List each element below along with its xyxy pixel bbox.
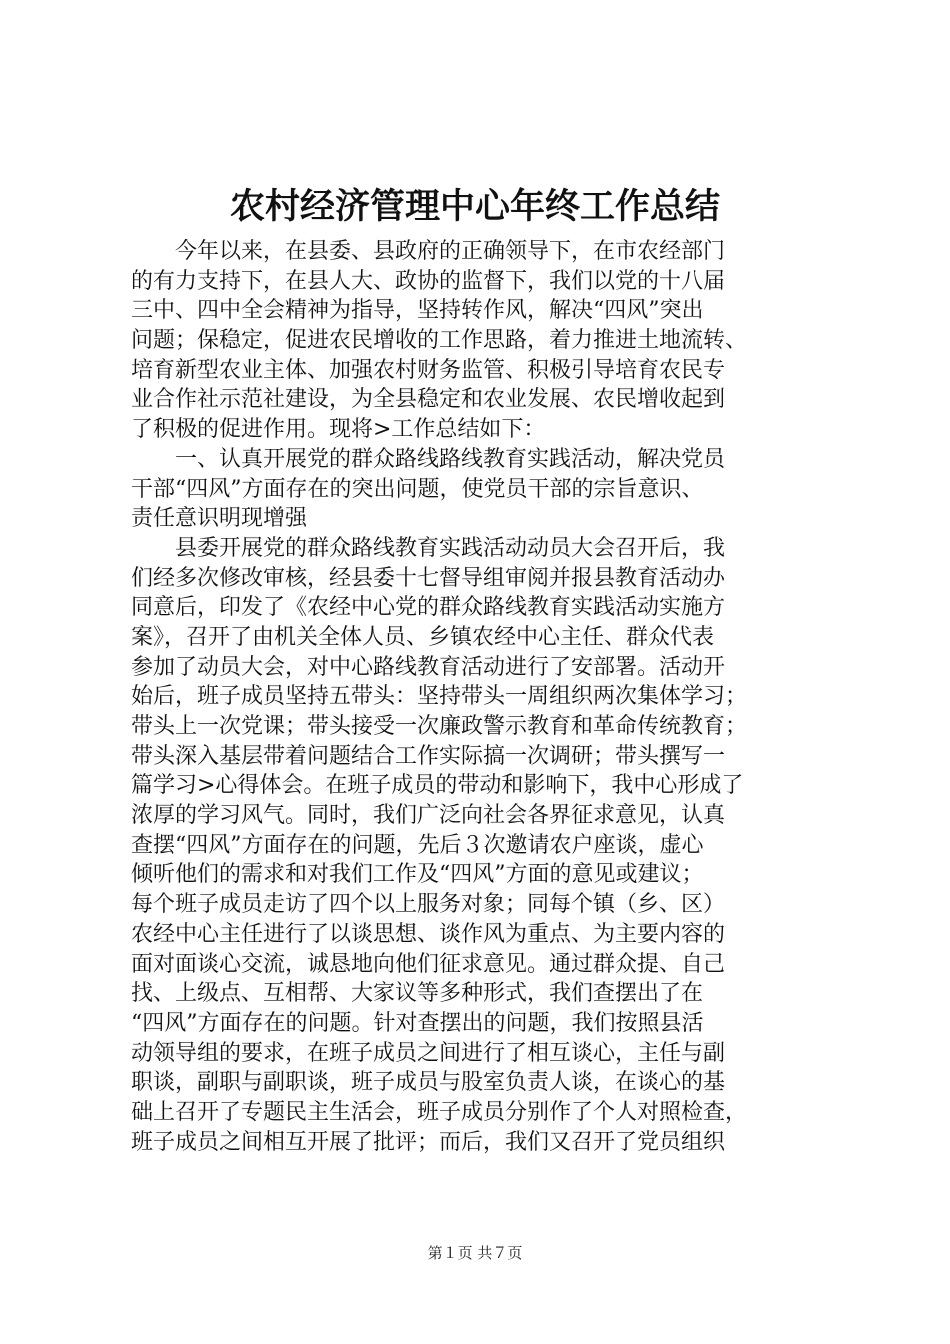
body-line: 动领导组的要求，在班子成员之间进行了相互谈心，主任与副 <box>131 1040 726 1066</box>
body-line: 始后，班子成员坚持五带头：坚持带头一周组织两次集体学习； <box>131 684 748 710</box>
body-line: “四风”方面存在的问题。针对查摆出的问题，我们按照县活 <box>131 1010 704 1036</box>
body-line: 案》，召开了由机关全体人员、乡镇农经中心主任、群众代表 <box>131 624 715 650</box>
body-line: 责任意识明现增强 <box>131 506 308 532</box>
body-line: 查摆“四风”方面存在的问题，先后３次邀请农户座谈，虚心 <box>131 832 704 858</box>
body-line: 三中、四中全会精神为指导，坚持转作风，解决“四风”突出 <box>131 298 704 324</box>
body-line: 了积极的促进作用。现将>工作总结如下： <box>131 417 546 443</box>
body-line: 业合作社示范社建设，为全县稳定和农业发展、农民增收起到 <box>131 387 726 413</box>
body-line: 每个班子成员走访了四个以上服务对象；同每个镇（乡、区） <box>131 892 726 918</box>
body-line: 带头上一次党课；带头接受一次廉政警示教育和革命传统教育； <box>131 714 748 739</box>
body-line: 干部“四风”方面存在的突出问题，使党员干部的宗旨意识、 <box>131 476 704 502</box>
body-line: 农经中心主任进行了以谈思想、谈作风为重点、为主要内容的 <box>131 921 726 947</box>
page-footer: 第１页 共７页 <box>427 1244 523 1262</box>
document-title: 农村经济管理中心年终工作总结 <box>229 186 720 227</box>
body-line: 找、上级点、互相帮、大家议等多种形式，我们查摆出了在 <box>131 981 704 1007</box>
body-line: 带头深入基层带着问题结合工作实际搞一次调研；带头撰写一 <box>131 743 726 769</box>
body-line: 县委开展党的群众路线教育实践活动动员大会召开后，我 <box>131 535 726 561</box>
body-line: 问题；保稳定，促进农民增收的工作思路，着力推进土地流转、 <box>131 328 748 354</box>
body-line: 倾听他们的需求和对我们工作及“四风”方面的意见或建议； <box>131 862 704 888</box>
body-line: 职谈，副职与副职谈，班子成员与股室负责人谈，在谈心的基 <box>131 1070 726 1096</box>
body-line: 础上召开了专题民主生活会，班子成员分别作了个人对照检查， <box>131 1099 748 1125</box>
body-line: 培育新型农业主体、加强农村财务监管、积极引导培育农民专 <box>131 357 726 383</box>
body-line: 篇学习>心得体会。在班子成员的带动和影响下，我中心形成了 <box>131 773 744 799</box>
body-line: 一、认真开展党的群众路线路线教育实践活动，解决党员 <box>131 446 726 472</box>
body-line: 同意后，印发了《农经中心党的群众路线教育实践活动实施方 <box>131 595 726 621</box>
body-line: 班子成员之间相互开展了批评；而后，我们又召开了党员组织 <box>131 1129 726 1155</box>
body-line: 们经多次修改审核，经县委十七督导组审阅并报县教育活动办 <box>131 565 726 591</box>
document-body <box>131 237 861 1157</box>
body-line: 的有力支持下，在县人大、政协的监督下，我们以党的十八届 <box>131 268 726 294</box>
body-line: 今年以来，在县委、县政府的正确领导下，在市农经部门 <box>131 239 726 264</box>
body-line: 参加了动员大会，对中心路线教育活动进行了安部署。活动开 <box>131 654 726 680</box>
body-line: 面对面谈心交流，诚恳地向他们征求意见。通过群众提、自己 <box>131 951 726 977</box>
body-line: 浓厚的学习风气。同时，我们广泛向社会各界征求意见，认真 <box>131 803 726 829</box>
